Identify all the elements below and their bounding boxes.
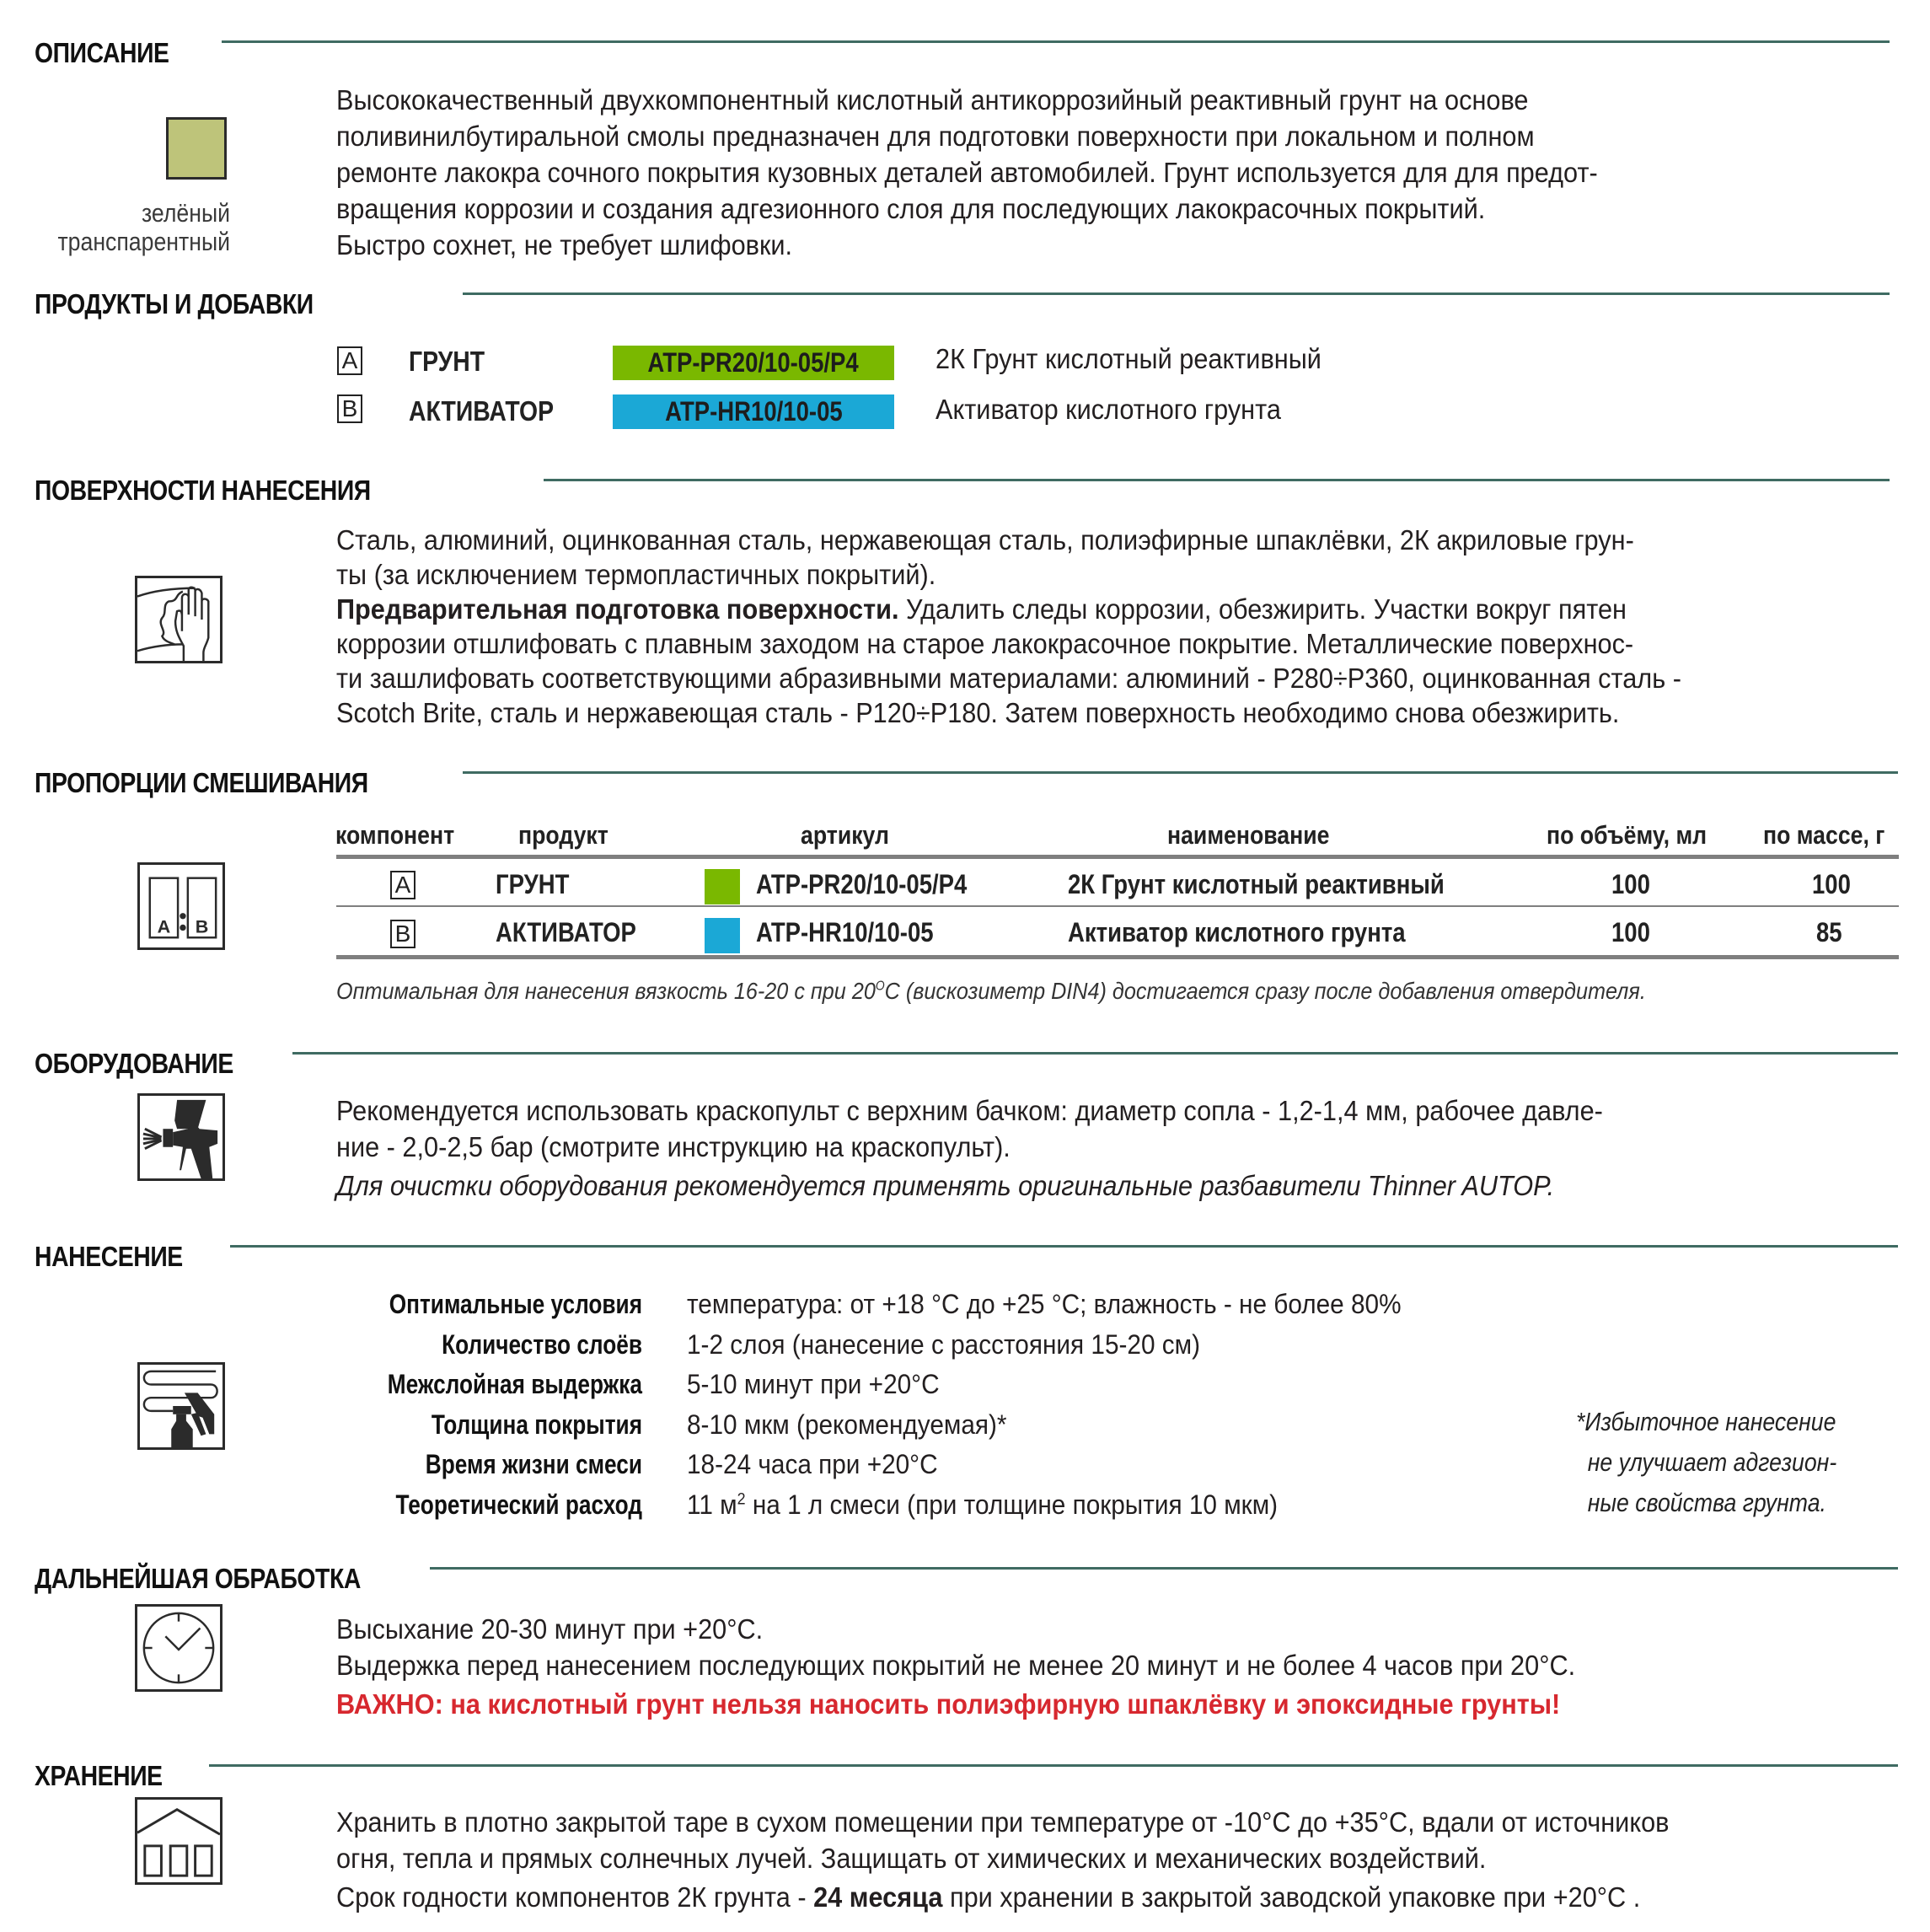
equipment-text <box>336 1092 1603 1204</box>
consumption-value: 11 м <box>687 1489 737 1520</box>
mixing-ratio-icon <box>137 862 225 950</box>
viscosity-note <box>336 978 1646 1005</box>
section-title-products: ПРОДУКТЫ И ДОБАВКИ <box>35 288 314 319</box>
param-label: Количество слоёв <box>442 1329 642 1360</box>
spray-gun-icon <box>137 1093 225 1181</box>
description-text <box>336 82 1598 263</box>
degree-sign: O <box>875 979 885 994</box>
storage-line: Хранить в плотно закрытой таре в сухом помещении при температуре от -10°С до +35°С, вдали от источников <box>336 1806 1670 1838</box>
surfaces-line: Сталь, алюминий, оцинкованная сталь, нержавеющая сталь, полиэфирные шпаклёвки, 2К акриловые грун- <box>336 524 1634 555</box>
product-code-badge <box>613 346 894 380</box>
product-name: АКТИВАТОР <box>409 395 555 427</box>
param-label: Теоретический расход <box>395 1489 642 1520</box>
component-letter-a: A <box>337 346 362 375</box>
row-volume: 100 <box>1611 917 1650 947</box>
param-label: Межслойная выдержка <box>387 1369 642 1399</box>
shelf-life-value: 24 месяца <box>813 1881 943 1913</box>
product-description: 2К Грунт кислотный реактивный <box>936 343 1322 374</box>
component-letter-a: A <box>390 871 415 899</box>
param-value: 1-2 слоя (нанесение с расстояния 15-20 см) <box>687 1329 1201 1360</box>
product-description: Активатор кислотного грунта <box>936 394 1281 425</box>
storage-line: огня, тепла и прямых солнечных лучей. Защищать от химических и механических воздействий. <box>336 1843 1487 1874</box>
product-name: ГРУНТ <box>409 346 485 377</box>
section-title-further-processing: ДАЛЬНЕЙШАЯ ОБРАБОТКА <box>35 1563 361 1594</box>
column-header: продукт <box>518 820 608 850</box>
column-header: наименование <box>1167 820 1330 850</box>
row-mass: 85 <box>1816 917 1842 947</box>
table-rule-middle <box>336 905 1899 907</box>
param-label: Время жизни смеси <box>425 1449 642 1479</box>
shelf-life-line <box>336 1879 1669 1915</box>
equipment-line: ние - 2,0-2,5 бар (смотрите инструкцию на краскопульт). <box>336 1131 1011 1162</box>
surfaces-line: коррозии отшлифовать с плавным заходом на старое лакокрасочное покрытие. Металлические поверхнос- <box>336 628 1634 659</box>
consumption-rest: на 1 л смеси (при толщине покрытия 10 мкм) <box>745 1489 1279 1520</box>
equipment-cleaning-note: Для очистки оборудования рекомендуется применять оригинальные разбавители Thinner AUTOP. <box>336 1170 1555 1201</box>
description-line: Быстро сохнет, не требует шлифовки. <box>336 229 793 260</box>
note-text: Оптимальная для нанесения вязкость 16-20 с при 20 <box>336 978 876 1004</box>
param-value: температура: от +18 °С до +25 °С; влажность - не более 80% <box>687 1289 1402 1319</box>
section-divider <box>430 1567 1898 1570</box>
param-label: Оптимальные условия <box>389 1289 642 1319</box>
product-code: ATP-HR10/10-05 <box>664 396 843 427</box>
column-header: артикул <box>801 820 889 850</box>
further-processing-text <box>336 1611 1575 1722</box>
shelf-life-text: при хранении в закрытой заводской упаковке при +20°С . <box>942 1881 1641 1913</box>
param-value: 5-10 минут при +20°С <box>687 1369 940 1399</box>
surfaces-line: ти зашлифовать соответствующими абразивными материалами: алюминий - P280÷P360, оцинкованная сталь - <box>336 663 1681 694</box>
section-title-equipment: ОБОРУДОВАНИЕ <box>35 1048 233 1079</box>
column-header: по объёму, мл <box>1547 820 1708 850</box>
component-letter-b: B <box>390 920 415 948</box>
row-name: 2К Грунт кислотный реактивный <box>1068 869 1445 899</box>
equipment-line: Рекомендуется использовать краскопульт с верхним бачком: диаметр сопла - 1,2-1,4 мм, рабочее давле- <box>336 1095 1603 1126</box>
clock-icon <box>135 1604 222 1692</box>
surfaces-line: Scotch Brite, сталь и нержавеющая сталь - P120÷P180. Затем поверхность необходимо снова обезжирить. <box>336 697 1620 728</box>
drying-time: Высыхание 20-30 минут при +20°С. <box>336 1613 764 1645</box>
surfaces-prep-line <box>336 592 1681 626</box>
surfaces-line: ты (за исключением термопластичных покрытий). <box>336 559 936 590</box>
component-letter-b: B <box>337 394 362 423</box>
row-name: Активатор кислотного грунта <box>1068 917 1406 947</box>
warning-text: ВАЖНО: на кислотный грунт нельзя наносить полиэфирную шпаклёвку и эпоксидные грунты! <box>336 1688 1561 1720</box>
warehouse-icon <box>135 1797 222 1885</box>
description-line: вращения коррозии и создания адгезионного слоя для последующих лакокрасочных покрытий. <box>336 193 1486 224</box>
surface-prep-text: Удалить следы коррозии, обезжирить. Участки вокруг пятен <box>898 593 1627 625</box>
surfaces-text <box>336 523 1681 730</box>
param-value: 18-24 часа при +20°С <box>687 1449 938 1479</box>
table-rule-bottom <box>336 955 1899 959</box>
section-divider <box>544 479 1890 481</box>
footnote-line: *Избыточное нанесение <box>1576 1407 1836 1436</box>
surface-cleaning-hand-icon <box>135 576 222 663</box>
row-product: АКТИВАТОР <box>496 917 636 947</box>
description-line: Высококачественный двухкомпонентный кислотный антикоррозийный реактивный грунт на основе <box>336 84 1529 115</box>
row-color-swatch <box>705 918 740 953</box>
section-title-description: ОПИСАНИЕ <box>35 37 169 68</box>
section-divider <box>209 1764 1898 1767</box>
footnote-line: ные свойства грунта. <box>1587 1488 1826 1517</box>
color-name-line: транспарентный <box>57 227 230 256</box>
section-title-surfaces: ПОВЕРХНОСТИ НАНЕСЕНИЯ <box>35 475 371 506</box>
section-title-storage: ХРАНЕНИЕ <box>35 1760 163 1791</box>
table-rule-top <box>336 855 1899 859</box>
mixing-icon-letter-a: A <box>157 915 171 937</box>
footnote-line: не улучшает адгезион- <box>1587 1447 1837 1477</box>
section-divider <box>292 1052 1898 1055</box>
color-name <box>46 199 230 256</box>
column-header: компонент <box>335 820 455 850</box>
param-value <box>687 1489 1278 1521</box>
spray-application-icon <box>137 1362 225 1450</box>
section-title-application: НАНЕСЕНИЕ <box>35 1241 183 1272</box>
column-header: по массе, г <box>1763 820 1885 850</box>
row-mass: 100 <box>1812 869 1851 899</box>
description-line: поливинилбутиральной смолы предназначен для подготовки поверхности при локальном и полном <box>336 121 1535 152</box>
color-name-line: зелёный <box>141 198 230 228</box>
row-article: ATP-HR10/10-05 <box>756 917 934 947</box>
row-article: ATP-PR20/10-05/P4 <box>756 869 968 899</box>
section-divider <box>463 292 1890 295</box>
overapplication-footnote <box>1576 1402 1852 1523</box>
section-divider <box>222 40 1890 43</box>
square-superscript: 2 <box>737 1490 746 1509</box>
shelf-life-text: Срок годности компонентов 2К грунта - <box>336 1881 814 1913</box>
note-text: C (вискозиметр DIN4) достигается сразу после добавления отвердителя. <box>884 978 1646 1004</box>
surface-prep-label: Предварительная подготовка поверхности. <box>336 593 899 625</box>
row-volume: 100 <box>1611 869 1650 899</box>
product-code-badge <box>613 394 894 429</box>
param-label: Толщина покрытия <box>431 1409 642 1440</box>
recoat-interval: Выдержка перед нанесением последующих покрытий не менее 20 минут и не более 4 часов при 20°С. <box>336 1650 1576 1681</box>
product-code: ATP-PR20/10-05/P4 <box>647 347 860 378</box>
param-value: 8-10 мкм (рекомендуемая)* <box>687 1409 1007 1440</box>
color-swatch <box>166 117 227 180</box>
section-divider <box>230 1245 1898 1248</box>
section-divider <box>463 771 1898 774</box>
storage-text <box>336 1804 1669 1915</box>
section-title-mixing: ПРОПОРЦИИ СМЕШИВАНИЯ <box>35 767 368 798</box>
row-color-swatch <box>705 869 740 904</box>
description-line: ремонте лакокра сочного покрытия кузовных деталей автомобилей. Грунт используется для для предот- <box>336 157 1598 188</box>
mixing-icon-letter-b: B <box>195 915 209 937</box>
row-product: ГРУНТ <box>496 869 570 899</box>
